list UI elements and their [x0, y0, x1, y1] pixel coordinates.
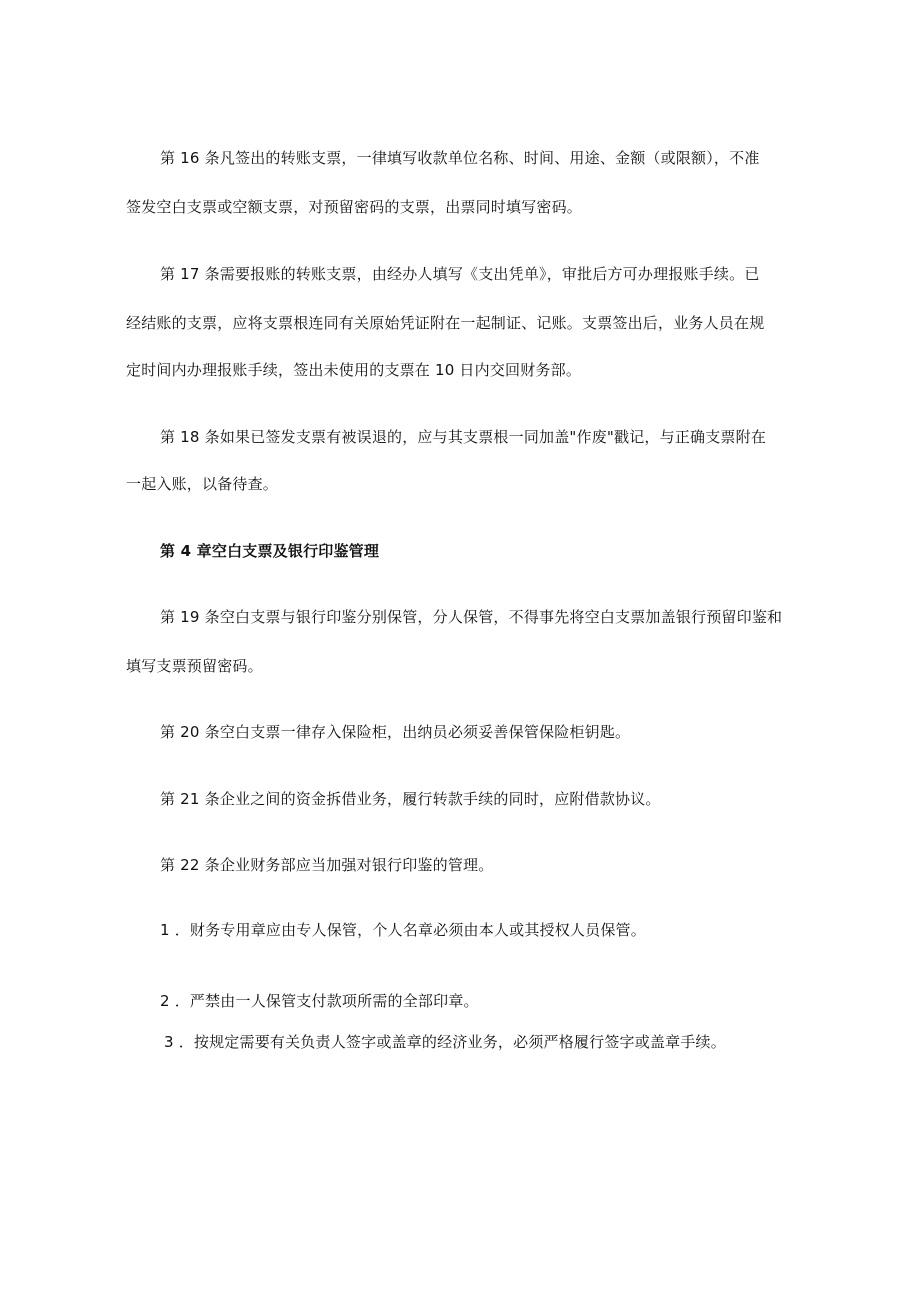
article-19-line-1: 第 19 条空白支票与银行印鉴分别保管，分人保管，不得事先将空白支票加盖银行预留印鉴和: [160, 608, 783, 626]
list-item-2: 2 ．严禁由一人保管支付款项所需的全部印章。: [160, 992, 479, 1010]
list-item-1: 1 ．财务专用章应由专人保管，个人名章必须由本人或其授权人员保管。: [160, 921, 646, 939]
list-item-3: 3 ．按规定需要有关负责人签字或盖章的经济业务，必须严格履行签字或盖章手续。: [164, 1033, 726, 1051]
article-17-line-2: 经结账的支票，应将支票根连同有关原始凭证附在一起制证、记账。支票签出后，业务人员在规: [126, 314, 765, 332]
article-17-line-3: 定时间内办理报账手续，签出未使用的支票在 10 日内交回财务部。: [126, 361, 582, 379]
article-16-line-2: 签发空白支票或空额支票，对预留密码的支票，出票同时填写密码。: [126, 198, 583, 216]
article-19-line-2: 填写支票预留密码。: [126, 657, 263, 675]
article-18-line-1: 第 18 条如果已签发支票有被误退的，应与其支票根一同加盖"作废"戳记，与正确支票附在: [160, 428, 767, 446]
article-20: 第 20 条空白支票一律存入保险柜，出纳员必须妥善保管保险柜钥匙。: [160, 723, 631, 741]
article-17-line-1: 第 17 条需要报账的转账支票，由经办人填写《支出凭单》，审批后方可办理报账手续。已: [160, 265, 760, 283]
chapter-heading: 第 4 章空白支票及银行印鉴管理: [160, 542, 380, 560]
article-18-line-2: 一起入账，以备待查。: [126, 475, 279, 493]
article-16-line-1: 第 16 条凡签出的转账支票，一律填写收款单位名称、时间、用途、金额（或限额），不准: [160, 149, 760, 167]
article-21: 第 21 条企业之间的资金拆借业务，履行转款手续的同时，应附借款协议。: [160, 790, 661, 808]
article-22: 第 22 条企业财务部应当加强对银行印鉴的管理。: [160, 856, 494, 874]
